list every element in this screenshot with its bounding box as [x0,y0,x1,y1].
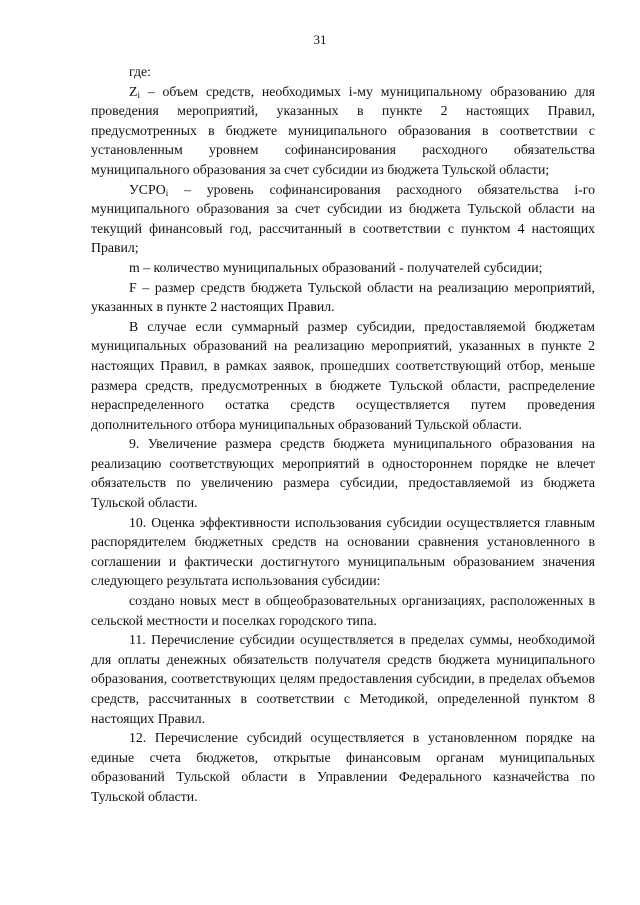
paragraph-residual-distribution: В случае если суммарный размер субсидии, предоставляемой бюджетам муниципальных образований на реализацию мероприятий, указанных в пункте 2 настоящих Правил, в рамках заявок, прошедших соответствующий отбор, меньше размера средств, предусмотренных в бюджете Тульской области, распределение нераспределенного остатка средств осуществляется путем проведения дополнительного отбора муниципальных образований Тульской области. [91,318,595,432]
paragraph-m-definition: m – количество муниципальных образований - получателей субсидии; [129,259,543,275]
paragraph-item-11: 11. Перечисление субсидии осуществляется в пределах суммы, необходимой для оплаты денежных обязательств получателя средств бюджета муниципального образования, соответствующих целям предоставления субсидии, в пределах объемов средств, рассчитанных в соответствии с Методикой, определенной пунктом 8 настоящих Правил. [91,632,595,726]
paragraph-where: где: [129,64,151,79]
paragraph-usro-definition [91,180,595,258]
paragraph-z-definition [91,82,595,180]
paragraph-item-10: 10. Оценка эффективности использования субсидии осуществляется главным распорядителем бюджетных средств на основании сравнения установленного в соглашении и фактически достигнутого муниципальным образованием значения следующего результата использования субсидии: [91,514,595,589]
paragraph-item-9: 9. Увеличение размера средств бюджета муниципального образования на реализацию соответствующих мероприятий в одностороннем порядке не влечет обязательств по увеличению размера субсидии, предоставляемой из бюджета Тульской области. [91,436,595,511]
paragraph-item-12: 12. Перечисление субсидий осуществляется в установленном порядке на единые счета бюджетов, открытые финансовым органам муниципальных образований Тульской области в Управлении Федерального казначейства по Тульской области. [91,730,595,804]
variable-usro-subscript: i [165,187,169,198]
z-definition-text: – объем средств, необходимых i-му муниципальному образованию для проведения мероприятий, указанных в пункте 2 настоящих Правил, предусмотренных в бюджете муниципального образования в соответствии с установленным уровнем софинансирования расходного обязательства муниципального образования за счет субсидии из бюджета Тульской области; [91,83,595,177]
page-number: 31 [313,32,327,47]
variable-z: Z [129,83,138,99]
paragraph-result-indicator: создано новых мест в общеобразовательных организациях, расположенных в сельской местности и поселках городского типа. [91,593,595,628]
variable-usro: УСРО [129,181,166,197]
variable-z-subscript: i [137,89,140,100]
paragraph-f-definition: F – размер средств бюджета Тульской области на реализацию мероприятий, указанных в пункте 2 настоящих Правил. [91,279,595,315]
document-body [91,62,595,807]
usro-definition-text: – уровень софинансирования расходного обязательства i-го муниципального образования за счет субсидии из бюджета Тульской области на текущий финансовый год, рассчитанный в соответствии с пунктом 4 настоящих Правил; [91,181,595,256]
